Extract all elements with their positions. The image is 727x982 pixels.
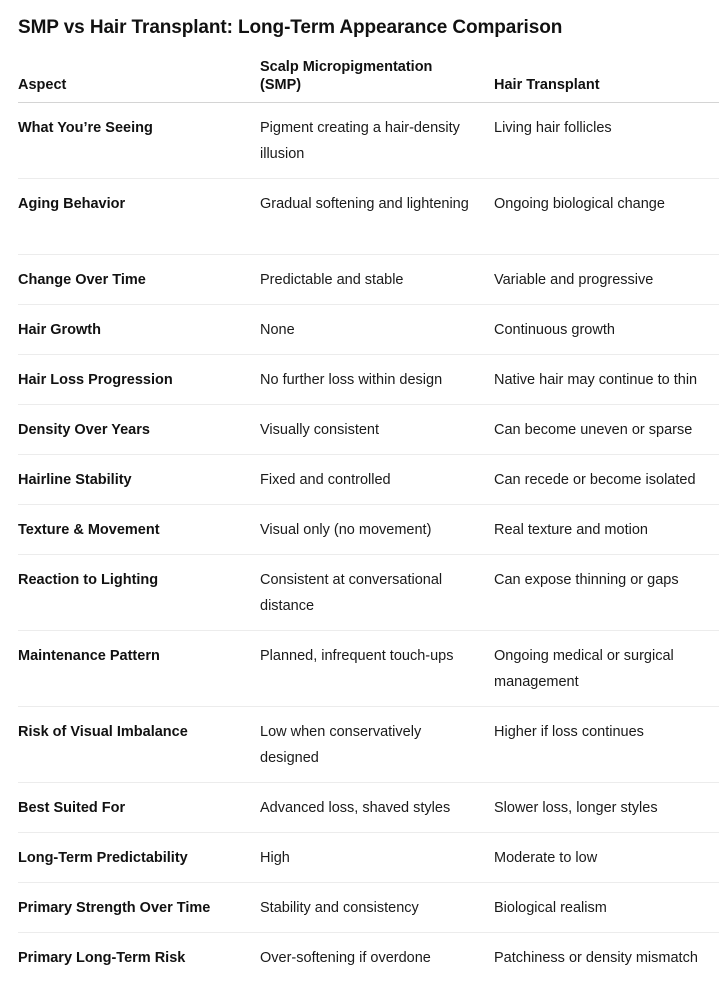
page-title: SMP vs Hair Transplant: Long-Term Appearance Comparison (18, 17, 563, 38)
row-smp: Low when conservatively designed (260, 724, 422, 766)
row-aspect: Hairline Stability (18, 472, 132, 488)
row-transplant: Ongoing medical or surgical management (494, 648, 674, 690)
row-smp: High (260, 850, 290, 866)
row-transplant: Patchiness or density mismatch (494, 950, 698, 966)
table-row (18, 783, 719, 833)
row-aspect: Aging Behavior (18, 196, 126, 212)
row-transplant: Higher if loss continues (494, 724, 644, 740)
row-aspect: Risk of Visual Imbalance (18, 724, 188, 740)
row-aspect: Texture & Movement (18, 522, 160, 538)
row-aspect: Maintenance Pattern (18, 648, 160, 664)
row-smp: Predictable and stable (260, 272, 404, 288)
table-row (18, 555, 719, 631)
table-header (18, 56, 719, 103)
row-smp: Gradual softening and lightening (260, 196, 469, 212)
row-transplant: Variable and progressive (494, 272, 654, 288)
row-smp: Planned, infrequent touch-ups (260, 648, 454, 664)
row-aspect: Density Over Years (18, 422, 150, 438)
comparison-table (18, 56, 719, 982)
row-transplant: Continuous growth (494, 322, 615, 338)
table-row (18, 179, 719, 255)
table-row (18, 305, 719, 355)
table-row (18, 405, 719, 455)
row-aspect: Hair Growth (18, 322, 101, 338)
table-row (18, 103, 719, 179)
header-aspect: Aspect (18, 77, 67, 93)
row-smp: Pigment creating a hair-density illusion (260, 120, 460, 162)
table-row (18, 707, 719, 783)
table-row (18, 455, 719, 505)
table-row (18, 833, 719, 883)
row-aspect: Best Suited For (18, 800, 126, 816)
row-smp: Visually consistent (260, 422, 380, 438)
table-row (18, 883, 719, 933)
row-smp: None (260, 322, 295, 338)
table-row (18, 255, 719, 305)
header-transplant: Hair Transplant (494, 77, 600, 93)
row-aspect: Change Over Time (18, 272, 146, 288)
row-smp: Stability and consistency (260, 900, 419, 916)
row-transplant: Real texture and motion (494, 522, 648, 538)
row-transplant: Biological realism (494, 900, 607, 916)
row-transplant: Ongoing biological change (494, 196, 665, 212)
row-smp: Visual only (no movement) (260, 522, 432, 538)
table-row (18, 631, 719, 707)
row-transplant: Can become uneven or sparse (494, 422, 693, 438)
table-row (18, 505, 719, 555)
row-smp: Advanced loss, shaved styles (260, 800, 451, 816)
row-transplant: Living hair follicles (494, 120, 612, 136)
row-aspect: Long-Term Predictability (18, 850, 188, 866)
row-smp: Over-softening if overdone (260, 950, 431, 966)
row-aspect: What You’re Seeing (18, 120, 153, 136)
row-transplant: Moderate to low (494, 850, 598, 866)
row-transplant: Native hair may continue to thin (494, 372, 698, 388)
row-aspect: Hair Loss Progression (18, 372, 173, 388)
row-smp: No further loss within design (260, 372, 443, 388)
row-transplant: Slower loss, longer styles (494, 800, 658, 816)
header-smp: Scalp Micropigmentation (SMP) (260, 59, 433, 93)
row-aspect: Primary Long-Term Risk (18, 950, 186, 966)
row-aspect: Primary Strength Over Time (18, 900, 211, 916)
row-smp: Consistent at conversational distance (260, 572, 443, 614)
row-smp: Fixed and controlled (260, 472, 391, 488)
row-aspect: Reaction to Lighting (18, 572, 159, 588)
table-row (18, 933, 719, 982)
table-row (18, 355, 719, 405)
row-transplant: Can expose thinning or gaps (494, 572, 679, 588)
row-transplant: Can recede or become isolated (494, 472, 696, 488)
